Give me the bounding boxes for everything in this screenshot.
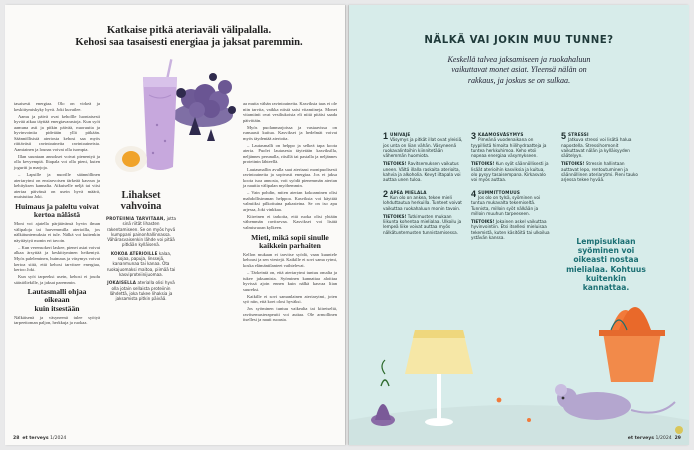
huimaus-paragraph: Kun syöt tarpeeksi usein, kehosi ei joudu säästöliekille, ja jaksat paremmin. <box>14 274 100 285</box>
col3-paragraph: Lautasmallin avulla saat ateriaasi monipuolisesti ravintoaineita ja sopivasti energiaa. Jos et jaksa koota isoa annosta, voit syödä pienemmän aterian ja nauttia välipalan myöhemmin. <box>243 166 337 189</box>
heading-mieti-line-2: kaikkein parhaiten <box>259 240 321 250</box>
page-number: 28 <box>13 436 20 441</box>
left-footer <box>13 436 66 441</box>
left-column-3 <box>243 101 337 325</box>
heading-lautasmalli <box>14 288 100 313</box>
col1-paragraph: Aamu ja päivä ovat kehollle luontaisesti hyvää aikaa täyttää energiavarastoja. Kun syöt aamuna asti ja pitkin päivää, nuoruutta ja hyvinvointia pidetään yllä pitkään. Säännöllisistä ateriosta kehosi saa myös riittävästi ravintoaineita ravintoaineista. Aamiainen ja lounas voivat olla isompia. <box>14 113 100 152</box>
tip-extra-label: TIETOIKS! <box>561 161 585 167</box>
tip-extra-text: Kun syöt säännöllisesti ja lisäät aterioihin kasviksia ja kuitua, olo pysyy tasaisempana. Kirkasvalo voi myös auttaa. <box>471 161 549 183</box>
pull-quote-line: syöminen voi <box>577 246 635 256</box>
tip-text: Jatkuva stressi voi lisätä halua napostella. Stressihormonit vaikuttavat nälän ja kylläisyyden säätelyyn. <box>561 137 632 159</box>
tip-extra-text: Ravitsemuksen vaikutus uneen. Vältä illalla raskaita aterioita, kahvia ja alkoholia. Kevyt iltapala voi auttaa unen tuloa. <box>383 161 461 183</box>
decor-dot-icon <box>497 398 502 403</box>
tip-title: APEA MIELALA <box>390 189 427 195</box>
plant-icon <box>599 307 665 382</box>
sidebar-text: kalaa, sojaa, papuja, linssejä, kananmunaa tai kanaa. Ota ruokajuomaksi maitoa, piimää tai kasviproteiinijuomaa. <box>106 250 176 277</box>
heading-lautasmalli-line-1: Lautasmalli ohjaa oikeaan <box>27 287 87 305</box>
tip-title: SUMMITTOMUUS <box>478 189 521 195</box>
tip-title: STRESSI <box>568 132 589 137</box>
heading-huimaus-line-2: kertoa nälästä <box>33 210 81 219</box>
tip-text: Pimeänä vuodenaikana on tyypillistä himoita hiilihydraatteja ja tuntea herkkuhimoa. Keho etsii nopeaa energiaa väsymykseen. <box>471 137 547 159</box>
sidebar-text: aterialla olisi hyvä olla jotain sellaista proteiinin lähdettä, joka tukee lihaksia ja jaksamista pitkin päivää. <box>109 280 175 302</box>
tip-title: UNIVAJE <box>390 132 411 137</box>
col3-paragraph: – Vain pohdin, miten aterian kokoaminen olisi mahdollisimman helppoa. Kasviksia voi käyttää valmiiksi pilkottuina pakasteina. Se on iso apu arjessa, Joki vinkkaa. <box>243 190 337 212</box>
heading-mieti-line-1: Mieti, mikä sopii sinulle <box>251 232 329 242</box>
tip-number: 5 <box>561 131 567 141</box>
tip-text: Jos olo on tylsä, syöminen voi tuntua mukavalta tekemiseltä. Tunnista, milloin syöt nälkään ja milloin muuhun tarpeeseen. <box>471 194 541 216</box>
smoothie-glass-icon <box>143 59 177 170</box>
col3b-paragraph: – Tärkeintä on, että ateriarytmi tuntuu omalta ja tukee jaksamista. Syöminen kannattaa aloittaa hyvissä ajoin ennen kuin nälkä kasvaa liian suureksi. <box>243 270 337 292</box>
tip-extra-label: TIETOIKS! <box>383 161 407 167</box>
tips-column-3 <box>561 132 643 190</box>
tip-extra <box>383 161 463 182</box>
figure-icon <box>371 360 395 426</box>
left-headline-line-1: Katkaise pitkä ateriaväli välipalalla. <box>106 25 272 36</box>
tip-number: 1 <box>383 131 389 141</box>
lautasmalli-paragraph: Nälkäisenä ja väsyneenä tulee syötyä tarpeettoman paljon, herkkuja ja ruokaa. <box>14 314 100 326</box>
tip-number: 4 <box>471 188 477 199</box>
tip-3 <box>471 132 551 183</box>
sidebar-title-line-1: Lihakset <box>121 190 161 201</box>
egg-icon <box>115 146 147 172</box>
left-column-1 <box>14 101 100 327</box>
tip-extra-label: TIETOIKS! <box>471 219 495 225</box>
footer-issue: 1/2024 <box>50 436 67 441</box>
heading-huimaus <box>14 203 100 219</box>
col3-paragraph: aa mutta vähän ravintoaineita. Kasviksia taas ei ole niin tarvita, vaikka niistä saisi vitamiineja. Monet vitamiinit ovat vesiliukoisia eli niitä pitäisi saada päivittäin. <box>243 101 337 123</box>
tip-text: Väsymys ja pitkät illat ovat yleisiä, jos unta on liian vähän. Väsyneenä ruokavalintoihin kiinnitetään vähemmän huomiota. <box>383 137 463 159</box>
tip-5 <box>561 132 643 183</box>
col3-paragraph: Kiireinen ei tarkoita, että ruoka olisi yhtään vähemmän ravitsevaa. Kasvikset voi lisätä valmisruoan kylkeen. <box>243 213 337 230</box>
sidebar-title <box>106 190 176 212</box>
tip-extra-text: Jokainen askel vaikuttaa hyvinvointiin. Etsi itsellesi mieluisaa tekemistä, kuten käsitöitä tai ulkoilua ystävän kanssa. <box>471 219 550 241</box>
right-page <box>349 5 689 445</box>
col3b-paragraph: Jos syöminen tuntuu vaikealta tai kiireiseltä, ravitsemusterapeutti voi auttaa. Ole armollinen itsellesi ja nauti ruoasta. <box>243 306 337 323</box>
huimaus-paragraph: – Kun verensokeri laskee, pienet asiat voivat alkaa ärsyttää ja keskittyminen heikentyä. Myös paleleminen, huimaus ja väsymys voivat kertoa siitä, että kehosi tarvitsee energiaa, kertoo Joki. <box>14 244 100 273</box>
tip-extra <box>561 161 643 182</box>
page-number: 29 <box>674 436 681 441</box>
decor-dot-icon <box>527 418 531 422</box>
col1-paragraph: tasaisesti energiaa. Olo on virkeä ja keskittymiskyky hyvä. Joki kuvailee. <box>14 101 100 112</box>
tip-1 <box>383 132 463 183</box>
intro-line: Keskellä talvea jaksamiseen ja ruokahaluun <box>447 55 591 64</box>
tips-column-2 <box>471 132 551 247</box>
tip-extra-text: Tutkimusten mukaan liikunta kohentaa mielialaa. Ulkoilu ja lempeä liike voivat auttaa myös nälkätuntemusten tunnistamisessa. <box>383 213 462 235</box>
tip-number: 3 <box>471 131 477 141</box>
tip-extra <box>383 214 463 235</box>
tip-number: 2 <box>383 188 389 199</box>
sidebar-title-line-2: vahvoina <box>120 201 162 212</box>
col1-paragraph: Illan suuntaan annokset voivat pienentyä ja olla kevyempiä. Iltapala voi olla pieni, kuten jogurtti ja marjoja. <box>14 153 100 171</box>
smoothie-illustration <box>101 55 245 183</box>
pull-quote-line: kannattaa. <box>582 283 630 293</box>
right-footer <box>628 436 681 441</box>
tip-extra <box>471 219 551 240</box>
col3-paragraph: – Lautasmalli on helppo ja selkeä tapa koota ateria. Puolet lautasesta täytetään kasviksilla, neljännes perunalla, riisillä tai pastalla ja neljännes proteiinin lähteellä. <box>243 142 337 165</box>
tip-extra-text: Stressin hallintaan auttavat lepo, rentoutuminen ja säännöllinen ateriarytmi. Pieni tauko arjessa tekee hyvää. <box>561 161 638 183</box>
sidebar-lead: PROTEIINIA TARVITAAN, <box>106 216 166 221</box>
tip-4 <box>471 190 551 241</box>
footer-issue: 1/2024 <box>655 436 672 441</box>
tip-extra <box>471 161 551 182</box>
intro-line: rakkaus, ja joskus se on sulkaa. <box>467 75 571 85</box>
col3b-paragraph: Kaikille ei sovi samanlainen ateriarytmi, joten syö niin, että koet olosi hyväksi. <box>243 293 337 305</box>
huimaus-paragraph: Moni voi ajatella pärjäävänsä hyvin ilman välipaloja tai harvemmilla aterioilla, jos nälkätuntemuksia ei tule. Nälkä voi kuitenkin näyttäytyä monin eri tavoin. <box>14 221 100 243</box>
heading-mieti <box>243 234 337 250</box>
berry-bowl-icon <box>173 73 236 141</box>
footer-brand: et terveys <box>22 436 49 441</box>
intro-line: vaikuttavat monet asiat. Yleensä nälän on <box>451 65 587 75</box>
tip-title: KAAMOSVÄSYMYS <box>478 132 524 137</box>
pull-quote-line: mielialaa. Kohtuus <box>566 264 646 274</box>
left-headline-line-2: Kehosi saa tasaisesti energiaa ja jaksat paremmin. <box>75 37 303 48</box>
col3-paragraph: Myös puolanmarjoissa ja vastaavissa on runsaasti kuitua. Kasvikset ja hedelmät voivat myös täydentää aterioita. <box>243 124 337 141</box>
sidebar-lihakset <box>106 190 176 304</box>
sidebar-lead: KOKOA ATERIOILLE <box>110 250 158 256</box>
lamp-mouse-illustration <box>349 270 689 445</box>
left-page <box>5 5 345 445</box>
sidebar-lead: JOKAISELLA <box>107 280 137 286</box>
sidebar-paragraph <box>106 251 176 277</box>
sidebar-paragraph <box>106 280 176 301</box>
heading-lautasmalli-line-2: kuin itsestään <box>34 303 80 313</box>
tip-extra-label: TIETOIKS! <box>471 161 495 167</box>
tip-extra-label: TIETOIKS! <box>383 213 407 219</box>
col1-paragraph: – Lapsille ja nuorille säännöllinen ateriarytmi on ensiarvoisen tärkeää kasvun ja kehityksen kannalta. Aikuiselle neljä tai viisi ateriaa päivässä on usein hyvä määrä, muistuttaa Joki. <box>14 172 100 200</box>
tip-text: Kun olo on ankea, tekee mieli lohduttautua herkuilla. Tunteet voivat vaikuttaa ruokahaluun monin tavoin. <box>383 194 462 211</box>
footer-brand: et terveys <box>627 436 655 441</box>
left-headline <box>67 25 311 49</box>
sidebar-paragraph <box>106 216 176 248</box>
heading-huimaus-line-1: Huimaus ja paleltu voivat <box>15 201 99 211</box>
pull-quote-line: oikeasti nostaa <box>573 255 639 265</box>
right-headline: NÄLKÄ VAI JOKIN MUU TUNNE? <box>424 35 614 46</box>
sidebar-text: jotta sinä riität lihasten rakentamiseen. Se on myös hyvä kumppani painonhallinnassa. Vähärasvaisenkin lähde voi pitää pitkään kylläisenä. <box>106 216 176 248</box>
pull-quote-line: kuitenkin <box>585 273 627 283</box>
pull-quote-line: Lempisuklaan <box>576 237 636 246</box>
tips-column-1 <box>383 132 463 242</box>
right-intro <box>385 55 653 86</box>
col3b-paragraph: Kellon mukaan ei tarvitse syödä, vaan kuuntele kehoasi ja sen viestejä. Kaikille ei sovi sama rytmi, koska elämäntilanteet vaihtelevat. <box>243 251 337 269</box>
tip-2 <box>383 190 463 235</box>
